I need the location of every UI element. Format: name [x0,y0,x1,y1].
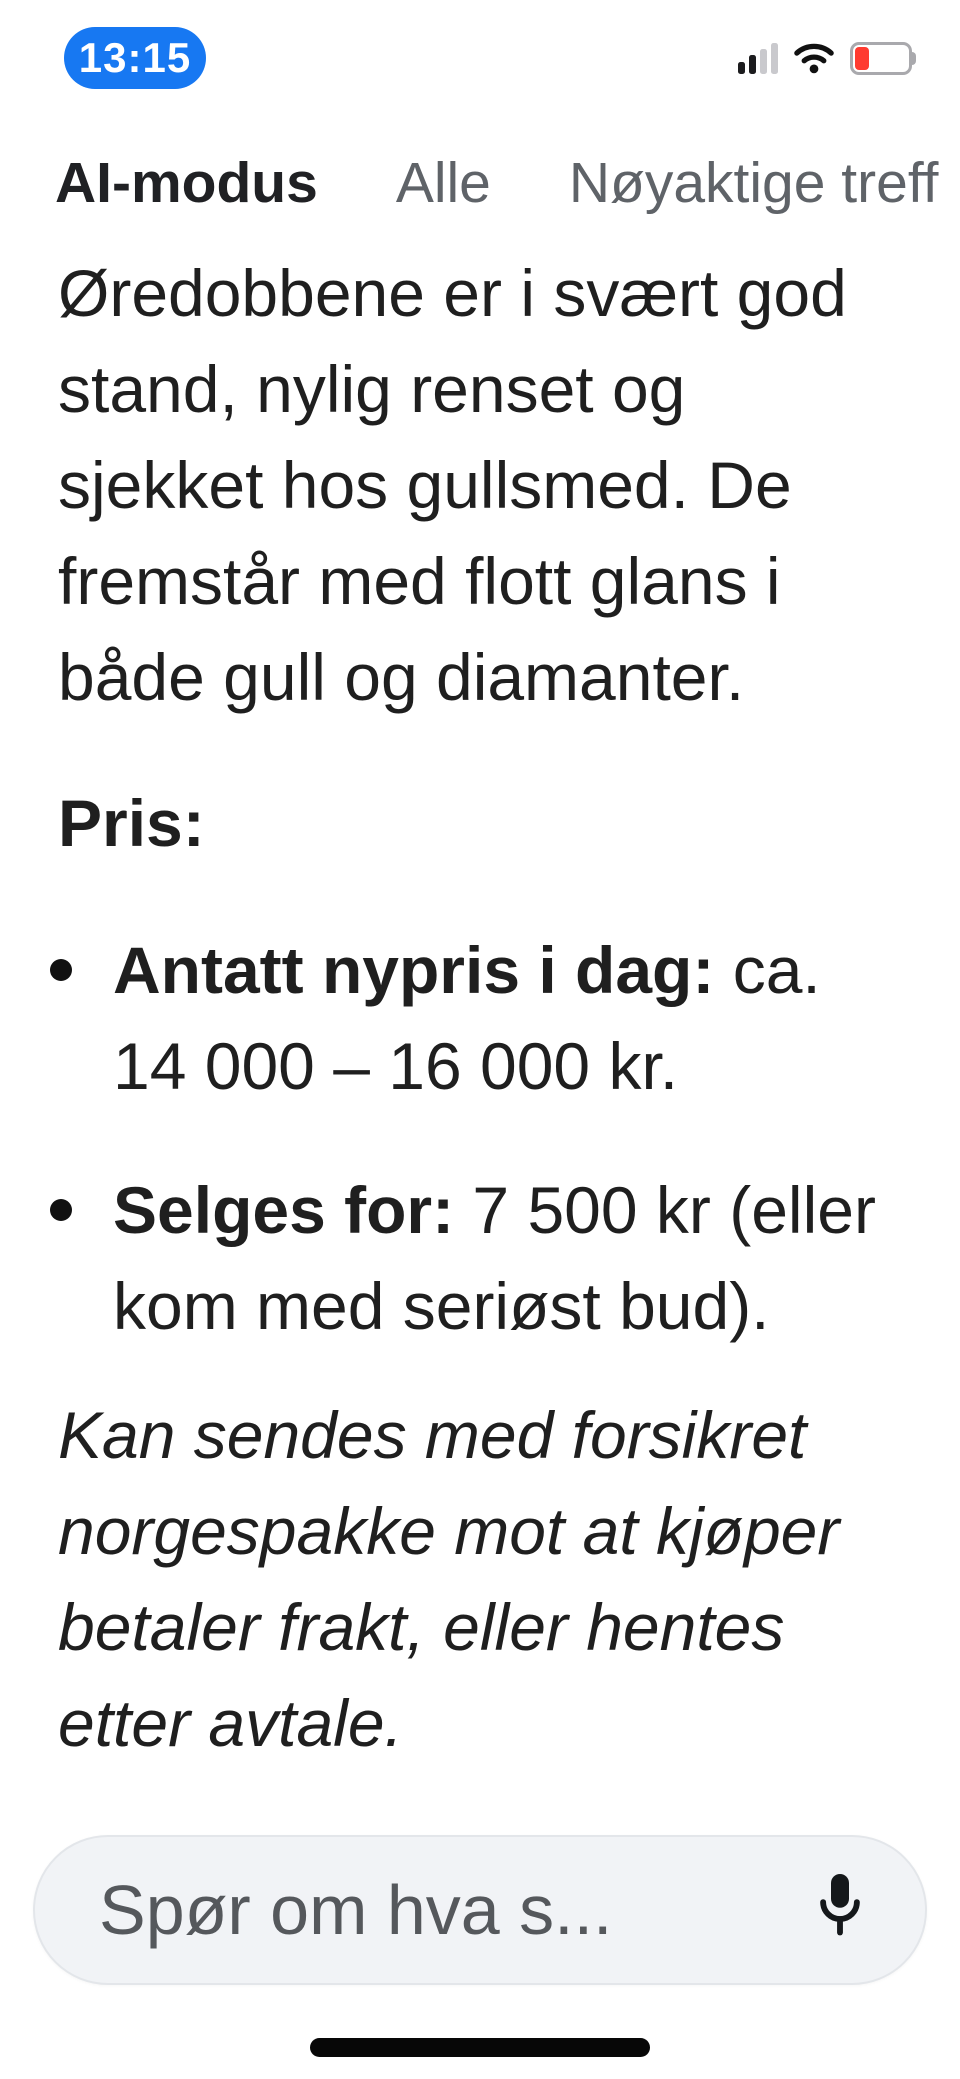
status-bar [0,0,960,110]
list-item [58,1162,902,1354]
answer-paragraph: Øredobbene er i svært god stand, nylig renset og sjekket hos gullsmed. De fremstår med flott glans i både gull og diamanter. [58,256,847,714]
status-icons [738,40,916,76]
bullet-text: 7 500 kr (eller kom med seriøst bud). [113,1173,876,1343]
home-indicator[interactable] [310,2038,650,2057]
wifi-icon [793,42,835,74]
battery-icon [850,42,916,75]
tab-noyaktige-treff[interactable]: Nøyaktige treff [568,151,939,215]
bullet-bold-label: Antatt nypris i dag: [113,933,715,1007]
list-item [58,922,902,1114]
bullet-text: ca. 14 000 – 16 000 kr. [113,933,821,1103]
price-heading: Pris: [58,786,205,860]
ask-input[interactable] [33,1835,927,1985]
tab-ai-modus[interactable]: AI-modus [55,151,318,215]
search-tabs [55,148,960,218]
bullet-bold-label: Selges for: [113,1173,455,1247]
status-time-pill[interactable]: 13:15 [64,27,206,89]
price-list [58,922,902,1354]
ai-answer [0,220,960,1771]
tab-alle[interactable]: Alle [395,151,491,215]
microphone-icon[interactable] [813,1869,867,1951]
cellular-signal-icon [738,42,778,74]
ask-input-placeholder: Spør om hva s... [99,1871,613,1949]
shipping-note: Kan sendes med forsikret norgespakke mot at kjøper betaler frakt, eller hentes etter avtale. [58,1398,840,1760]
